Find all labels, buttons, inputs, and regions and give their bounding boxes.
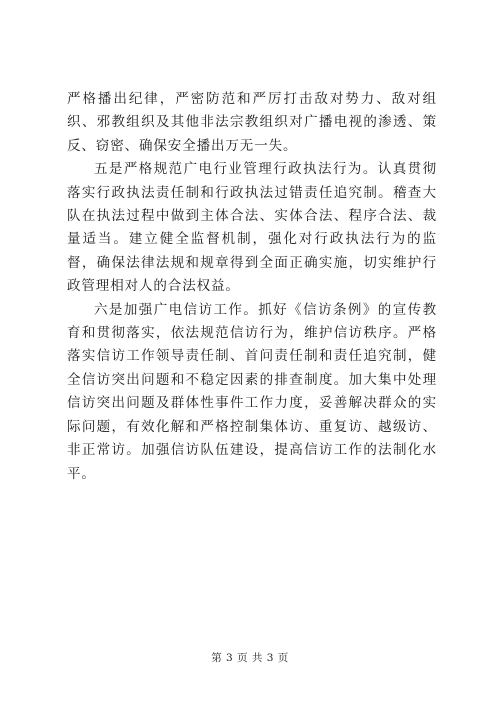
paragraph-2: 五是严格规范广电行业管理行政执法行为。认真贯彻落实行政执法责任制和行政执法过错责任追究制。稽查大队在执法过程中做到主体合法、实体合法、程序合法、裁量适当。建立健全监督机制，强化对行政执法行为的监督，确保法律法规和规章得到全面正确实施，切实维护行政管理相对人的合法权益。: [67, 161, 437, 295]
paragraph-3: 六是加强广电信访工作。抓好《信访条例》的宣传教育和贯彻落实，依法规范信访行为，维护信访秩序。严格落实信访工作领导责任制、首问责任制和责任追究制，健全信访突出问题和不稳定因素的排查制度。加大集中处理信访突出问题及群体性事件工作力度，妥善解决群众的实际问题，有效化解和严格控制集体访、重复访、越级访、非正常访。加强信访队伍建设，提高信访工作的法制化水平。: [67, 301, 437, 482]
document-body: [67, 88, 437, 486]
paragraph-1: 严格播出纪律，严密防范和严厉打击敌对势力、敌对组织、邪教组织及其他非法宗教组织对广播电视的渗透、策反、窃密、确保安全播出万无一失。: [67, 91, 437, 154]
page-number-footer: 第 3 页 共 3 页: [211, 652, 289, 664]
